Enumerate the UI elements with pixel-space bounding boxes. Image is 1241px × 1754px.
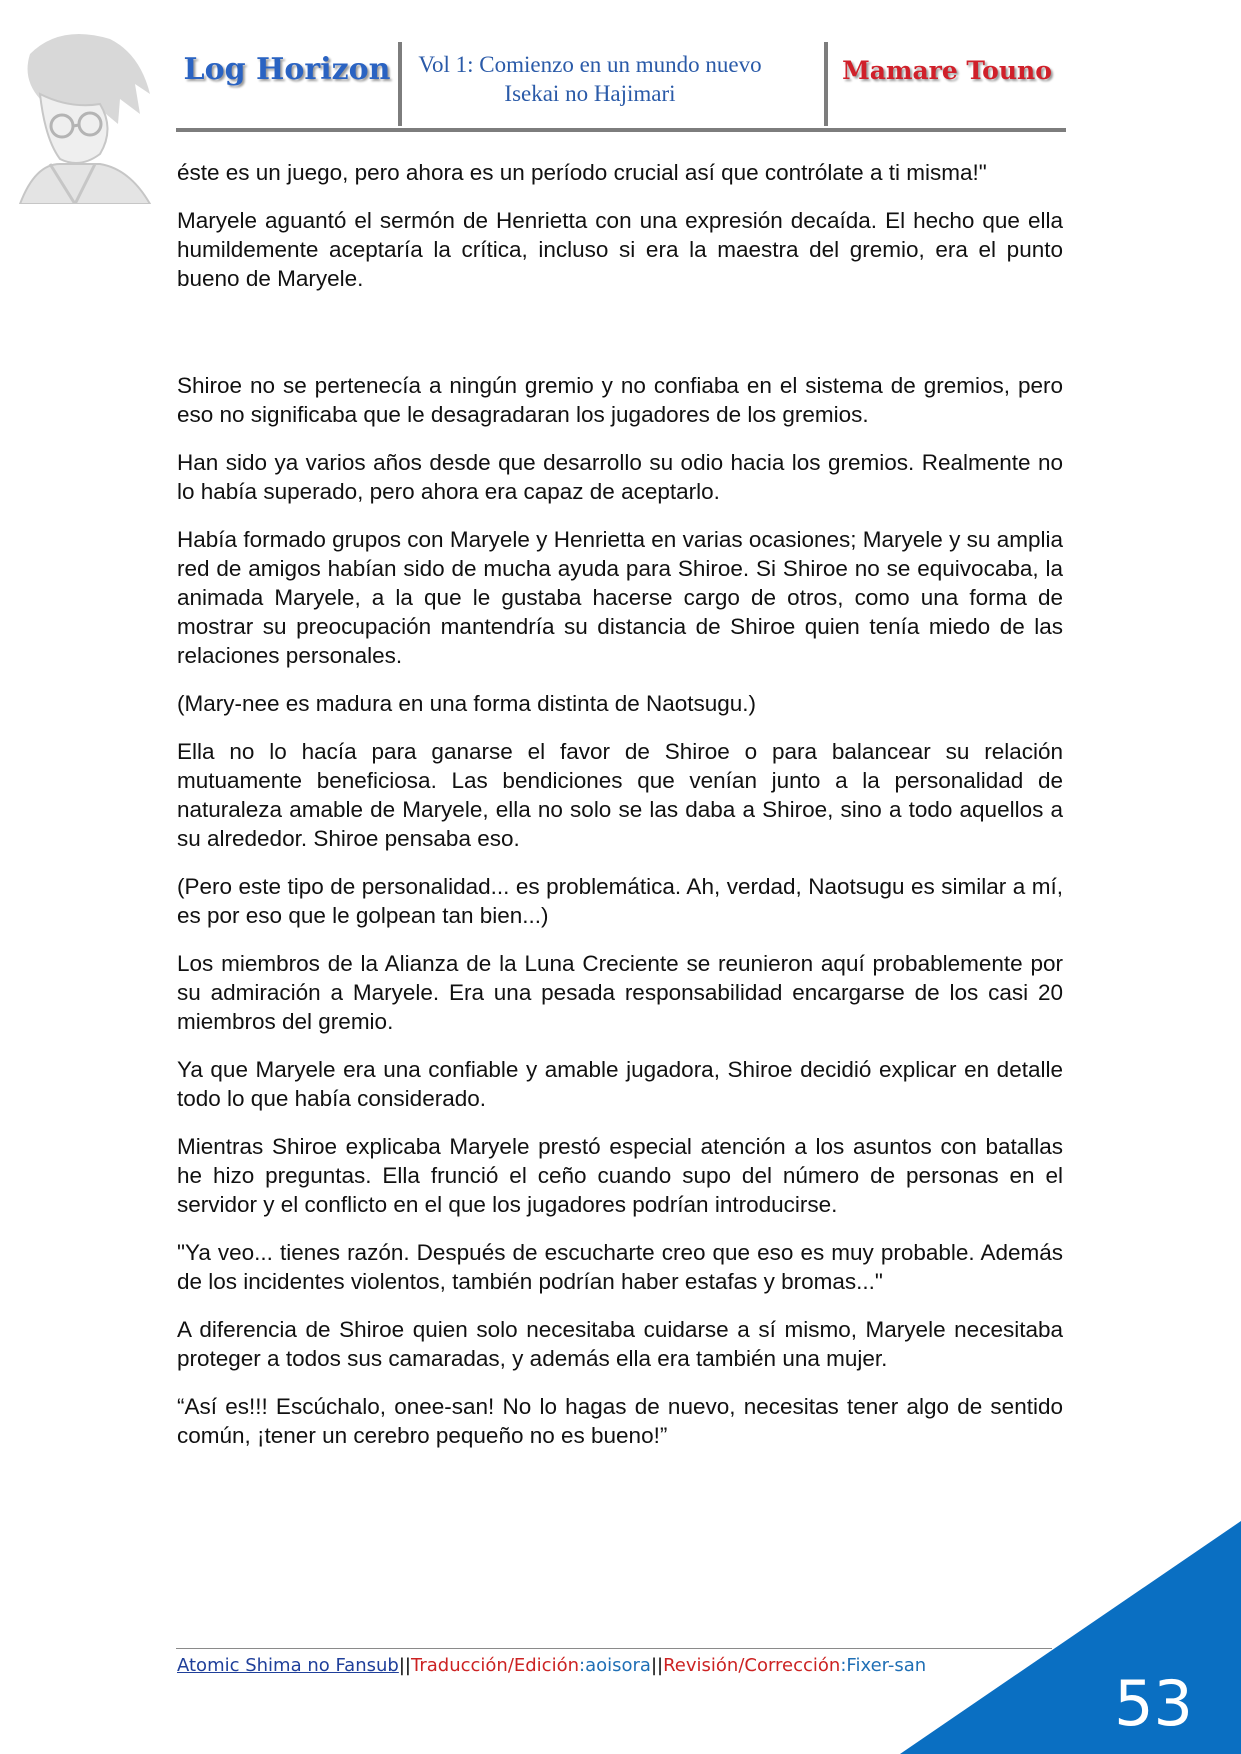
paragraph: éste es un juego, pero ahora es un período crucial así que contrólate a ti misma!" — [177, 160, 987, 185]
reviewer-name: Fixer-san — [846, 1655, 927, 1676]
translation-label: Traducción/Edición — [410, 1655, 579, 1676]
credit-separator: || — [650, 1655, 664, 1676]
volume-title — [400, 50, 780, 108]
translator-name: aoisora — [585, 1655, 651, 1676]
paragraph: (Mary-nee es madura en una forma distinta de Naotsugu.) — [177, 691, 757, 716]
paragraph: Había formado grupos con Maryele y Henrietta en varias ocasiones; Maryele y su amplia red de amigos habían sido de mucha ayuda para Shiroe. Si Shiroe no se equivocaba, la animada Maryele, a la que le gustaba hacerse cargo de otros, como una forma de mostrar su preocupación mantendría su distancia de Shiroe quien tenía miedo de las relaciones personales. — [177, 527, 1063, 668]
credit-colon: : — [840, 1655, 847, 1676]
paragraph: Ella no lo hacía para ganarse el favor de Shiroe o para balancear su relación mutuamente beneficiosa. Las bendiciones que venían junto a la personalidad de naturaleza amable de Maryele, ella no solo se las daba a Shiroe, sino a todo aquellos a su alrededor. Shiroe pensaba eso. — [177, 739, 1063, 851]
page-header — [176, 42, 1066, 132]
page-body — [177, 158, 1063, 1469]
paragraph: (Pero este tipo de personalidad... es problemática. Ah, verdad, Naotsugu es similar a mí, es por eso que le golpean tan bien...) — [177, 874, 1063, 928]
series-title: Log Horizon — [183, 52, 391, 87]
paragraph: Mientras Shiroe explicaba Maryele prestó especial atención a los asuntos con batallas he hizo preguntas. Ella frunció el ceño cuando supo del número de personas en el servidor y el conflicto en el que los jugadores podrían introducirse. — [177, 1134, 1063, 1217]
author-name: Mamare Touno — [842, 56, 1052, 85]
character-illustration-icon — [0, 14, 160, 204]
paragraph: “Así es!!! Escúchalo, onee-san! No lo hagas de nuevo, necesitas tener algo de sentido común, ¡tener un cerebro pequeño no es bueno!” — [177, 1394, 1063, 1448]
paragraph: Los miembros de la Alianza de la Luna Creciente se reunieron aquí probablemente por su admiración a Maryele. Era una pesada responsabilidad encargarse de los casi 20 miembros del gremio. — [177, 951, 1063, 1034]
volume-title-line: Vol 1: Comienzo en un mundo nuevo — [418, 52, 762, 77]
credit-colon: : — [579, 1655, 586, 1676]
paragraph: "Ya veo... tienes razón. Después de escucharte creo que eso es muy probable. Además de los incidentes violentos, también podrían haber estafas y bromas..." — [177, 1240, 1063, 1294]
paragraph: A diferencia de Shiroe quien solo necesitaba cuidarse a sí mismo, Maryele necesitaba proteger a todos sus camaradas, y además ella era también una mujer. — [177, 1317, 1063, 1371]
page-number: 53 — [1114, 1667, 1193, 1740]
paragraph: Shiroe no se pertenecía a ningún gremio y no confiaba en el sistema de gremios, pero eso no significaba que le desagradaran los jugadores de los gremios. — [177, 373, 1063, 427]
paragraph: Maryele aguantó el sermón de Henrietta con una expresión decaída. El hecho que ella humildemente aceptaría la crítica, incluso si era la maestra del gremio, era el punto bueno de Maryele. — [177, 208, 1063, 291]
fansub-link[interactable]: Atomic Shima no Fansub — [177, 1655, 399, 1676]
footer-credits — [177, 1655, 926, 1676]
credit-separator: || — [398, 1655, 411, 1676]
revision-label: Revisión/Corrección — [663, 1655, 841, 1676]
paragraph: Han sido ya varios años desde que desarrollo su odio hacia los gremios. Realmente no lo había superado, pero ahora era capaz de aceptarlo. — [177, 450, 1063, 504]
paragraph: Ya que Maryele era una confiable y amable jugadora, Shiroe decidió explicar en detalle todo lo que había considerado. — [177, 1057, 1063, 1111]
volume-subtitle-line: Isekai no Hajimari — [504, 81, 676, 106]
